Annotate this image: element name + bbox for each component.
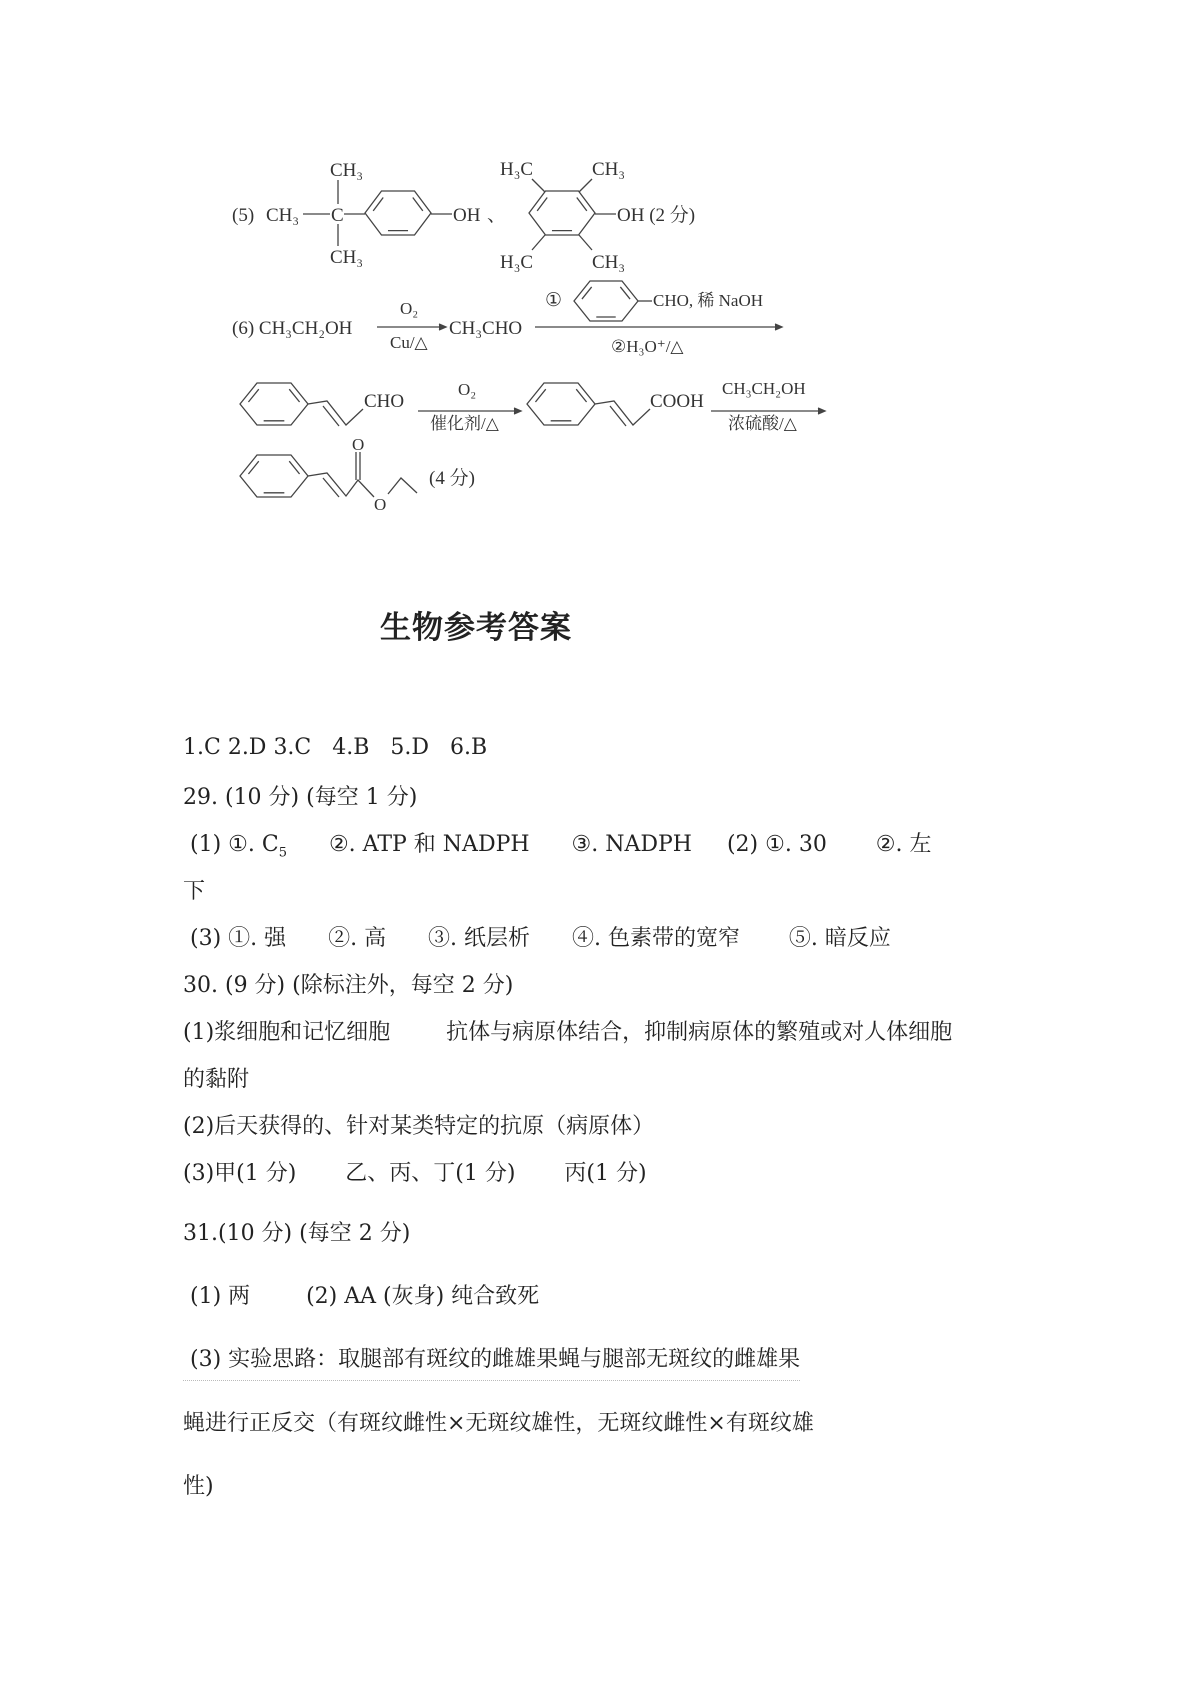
q5-ch3-left: CH₃ — [266, 205, 300, 226]
q5-oh-1: OH — [453, 205, 481, 226]
answer-line-q31-3: (3) 实验思路：取腿部有斑纹的雌雄果蝇与腿部无斑纹的雌雄果 — [183, 1346, 800, 1381]
benzene-ring — [240, 455, 308, 497]
q6-step1-reagent: CHO, 稀 NaOH — [653, 291, 764, 310]
q6-cinnamic-acid-cooh: COOH — [650, 391, 704, 412]
answer-line-q30-1-cont: 的黏附 — [183, 1067, 250, 1092]
q5-ch3-top-2: CH₃ — [592, 159, 626, 180]
q6-cond-2: 催化剂/△ — [430, 414, 499, 433]
page-title: 生物参考答案 — [380, 610, 572, 646]
q6-ester-o: O — [374, 495, 387, 514]
benzene-ring — [240, 383, 308, 425]
q5-label: (5) — [232, 205, 255, 226]
benzene-ring — [527, 383, 595, 425]
answer-line-q31-header: 31.(10 分) (每空 2 分) — [183, 1221, 411, 1246]
answer-line-q29-header: 29. (10 分) (每空 1 分) — [183, 785, 418, 810]
benzene-rings — [240, 191, 638, 497]
answer-line-q31-1-2: (1) 两 (2) AA (灰身) 纯合致死 — [183, 1284, 540, 1309]
answer-line-q29-cont: 下 — [183, 879, 206, 904]
q6-ethanol: (6) CH₃CH₂OH — [232, 318, 353, 339]
q5-ch3-bottom: CH₃ — [330, 247, 364, 268]
q5-oh-2: OH (2 分) — [617, 205, 696, 226]
q6-o2-1: O₂ — [400, 299, 419, 318]
answer-line-q31-3-cont: 蝇进行正反交（有斑纹雌性×无斑纹雄性，无斑纹雌性×有斑纹雄 — [183, 1411, 814, 1436]
q29-part1-start: (1) ①. C — [183, 832, 279, 857]
answer-line-mc: 1.C 2.D 3.C 4.B 5.D 6.B — [183, 735, 488, 760]
q6-score: (4 分) — [429, 468, 475, 489]
q5-h3c-top: H₃C — [500, 159, 534, 180]
q6-o2-2: O₂ — [458, 380, 477, 399]
benzene-ring — [529, 191, 595, 235]
answer-line-q30-header: 30. (9 分) (除标注外，每空 2 分) — [183, 973, 514, 998]
q6-step1-num: ① — [545, 290, 563, 311]
q5-quaternary-c: C — [331, 205, 344, 226]
benzene-ring — [365, 191, 431, 235]
q5-ch3-bottom-2: CH₃ — [592, 252, 626, 273]
answer-line-q30-3: (3)甲(1 分) 乙、丙、丁(1 分) 丙(1 分) — [183, 1161, 647, 1186]
q29-subscript: 5 — [278, 845, 287, 861]
q6-step2: ②H₃O⁺/△ — [611, 337, 684, 356]
q6-cinnamaldehyde-cho: CHO — [364, 391, 405, 412]
benzene-ring — [574, 281, 638, 321]
q29-part1-rest: ②. ATP 和 NADPH ③. NADPH (2) ①. 30 ②. 左 — [286, 832, 932, 857]
answer-line-q29-3: (3) ①. 强 ②. 高 ③. 纸层析 ④. 色素带的宽窄 ⑤. 暗反应 — [183, 926, 891, 951]
answer-line-q30-2: (2)后天获得的、针对某类特定的抗原（病原体） — [183, 1114, 655, 1139]
q6-cond-1: Cu/△ — [390, 333, 428, 352]
q5-h3c-bottom: H₃C — [500, 252, 534, 273]
q6-acetaldehyde: CH₃CHO — [449, 318, 523, 339]
q5-ch3-top: CH₃ — [330, 160, 364, 181]
answer-line-q31-3-end: 性) — [183, 1474, 214, 1499]
q6-carbonyl-o: O — [352, 435, 365, 454]
answer-line-q30-1: (1)浆细胞和记忆细胞 抗体与病原体结合，抑制病原体的繁殖或对人体细胞 — [183, 1020, 953, 1045]
q6-cond-3: 浓硫酸/△ — [728, 414, 797, 433]
q6-ethanol-reagent: CH₃CH₂OH — [722, 379, 806, 398]
answer-line-q29-1 — [183, 831, 931, 867]
q5-separator: 、 — [487, 205, 507, 226]
